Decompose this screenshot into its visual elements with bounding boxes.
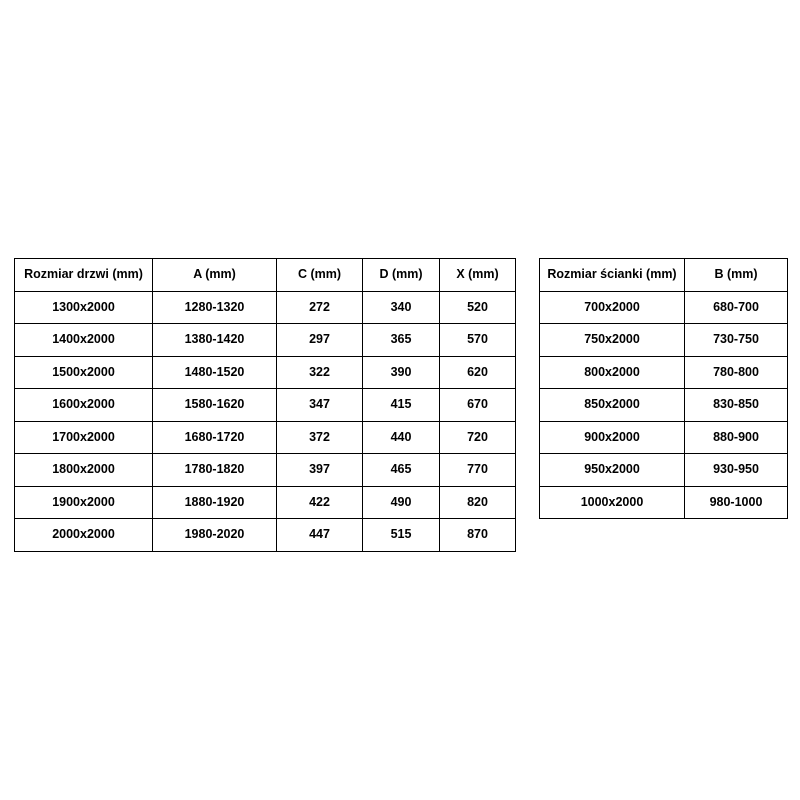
wall-specification-table [539, 258, 788, 519]
cell-d: 415 [363, 389, 440, 422]
cell-door-size: 2000x2000 [15, 519, 153, 552]
column-header-c: C (mm) [277, 259, 363, 292]
cell-c: 447 [277, 519, 363, 552]
cell-d: 340 [363, 291, 440, 324]
cell-a: 1980-2020 [153, 519, 277, 552]
table-row [15, 486, 516, 519]
cell-x: 570 [440, 324, 516, 357]
cell-b: 930-950 [685, 454, 788, 487]
cell-a: 1380-1420 [153, 324, 277, 357]
cell-c: 347 [277, 389, 363, 422]
table-row [540, 356, 788, 389]
cell-door-size: 1800x2000 [15, 454, 153, 487]
cell-d: 490 [363, 486, 440, 519]
cell-b: 780-800 [685, 356, 788, 389]
cell-d: 515 [363, 519, 440, 552]
cell-x: 670 [440, 389, 516, 422]
doors-specification-table [14, 258, 516, 552]
table-row [540, 324, 788, 357]
cell-x: 620 [440, 356, 516, 389]
cell-c: 372 [277, 421, 363, 454]
cell-b: 830-850 [685, 389, 788, 422]
table-header-row [540, 259, 788, 292]
column-header-b: B (mm) [685, 259, 788, 292]
cell-c: 272 [277, 291, 363, 324]
column-header-wall-size: Rozmiar ścianki (mm) [540, 259, 685, 292]
cell-a: 1580-1620 [153, 389, 277, 422]
cell-x: 870 [440, 519, 516, 552]
cell-x: 770 [440, 454, 516, 487]
tables-container [14, 258, 786, 552]
cell-door-size: 1400x2000 [15, 324, 153, 357]
table-row [15, 291, 516, 324]
cell-wall-size: 750x2000 [540, 324, 685, 357]
cell-x: 520 [440, 291, 516, 324]
cell-wall-size: 850x2000 [540, 389, 685, 422]
table-row [540, 454, 788, 487]
table-row [540, 389, 788, 422]
cell-x: 820 [440, 486, 516, 519]
cell-x: 720 [440, 421, 516, 454]
cell-wall-size: 950x2000 [540, 454, 685, 487]
wall-table-container [539, 258, 788, 519]
cell-door-size: 1900x2000 [15, 486, 153, 519]
cell-d: 440 [363, 421, 440, 454]
table-row [540, 421, 788, 454]
cell-d: 465 [363, 454, 440, 487]
table-row [15, 356, 516, 389]
table-row [15, 324, 516, 357]
table-row [540, 291, 788, 324]
table-row [15, 519, 516, 552]
cell-a: 1280-1320 [153, 291, 277, 324]
cell-b: 980-1000 [685, 486, 788, 519]
cell-c: 297 [277, 324, 363, 357]
cell-a: 1780-1820 [153, 454, 277, 487]
cell-c: 397 [277, 454, 363, 487]
cell-wall-size: 1000x2000 [540, 486, 685, 519]
cell-wall-size: 900x2000 [540, 421, 685, 454]
cell-a: 1480-1520 [153, 356, 277, 389]
cell-door-size: 1700x2000 [15, 421, 153, 454]
column-header-d: D (mm) [363, 259, 440, 292]
cell-wall-size: 800x2000 [540, 356, 685, 389]
cell-door-size: 1300x2000 [15, 291, 153, 324]
cell-b: 730-750 [685, 324, 788, 357]
cell-wall-size: 700x2000 [540, 291, 685, 324]
column-header-x: X (mm) [440, 259, 516, 292]
cell-door-size: 1600x2000 [15, 389, 153, 422]
table-header-row [15, 259, 516, 292]
table-row [15, 421, 516, 454]
column-header-door-size: Rozmiar drzwi (mm) [15, 259, 153, 292]
cell-c: 322 [277, 356, 363, 389]
cell-a: 1880-1920 [153, 486, 277, 519]
cell-door-size: 1500x2000 [15, 356, 153, 389]
cell-c: 422 [277, 486, 363, 519]
cell-a: 1680-1720 [153, 421, 277, 454]
table-row [15, 389, 516, 422]
table-row [540, 486, 788, 519]
cell-b: 680-700 [685, 291, 788, 324]
column-header-a: A (mm) [153, 259, 277, 292]
table-row [15, 454, 516, 487]
cell-b: 880-900 [685, 421, 788, 454]
cell-d: 365 [363, 324, 440, 357]
cell-d: 390 [363, 356, 440, 389]
